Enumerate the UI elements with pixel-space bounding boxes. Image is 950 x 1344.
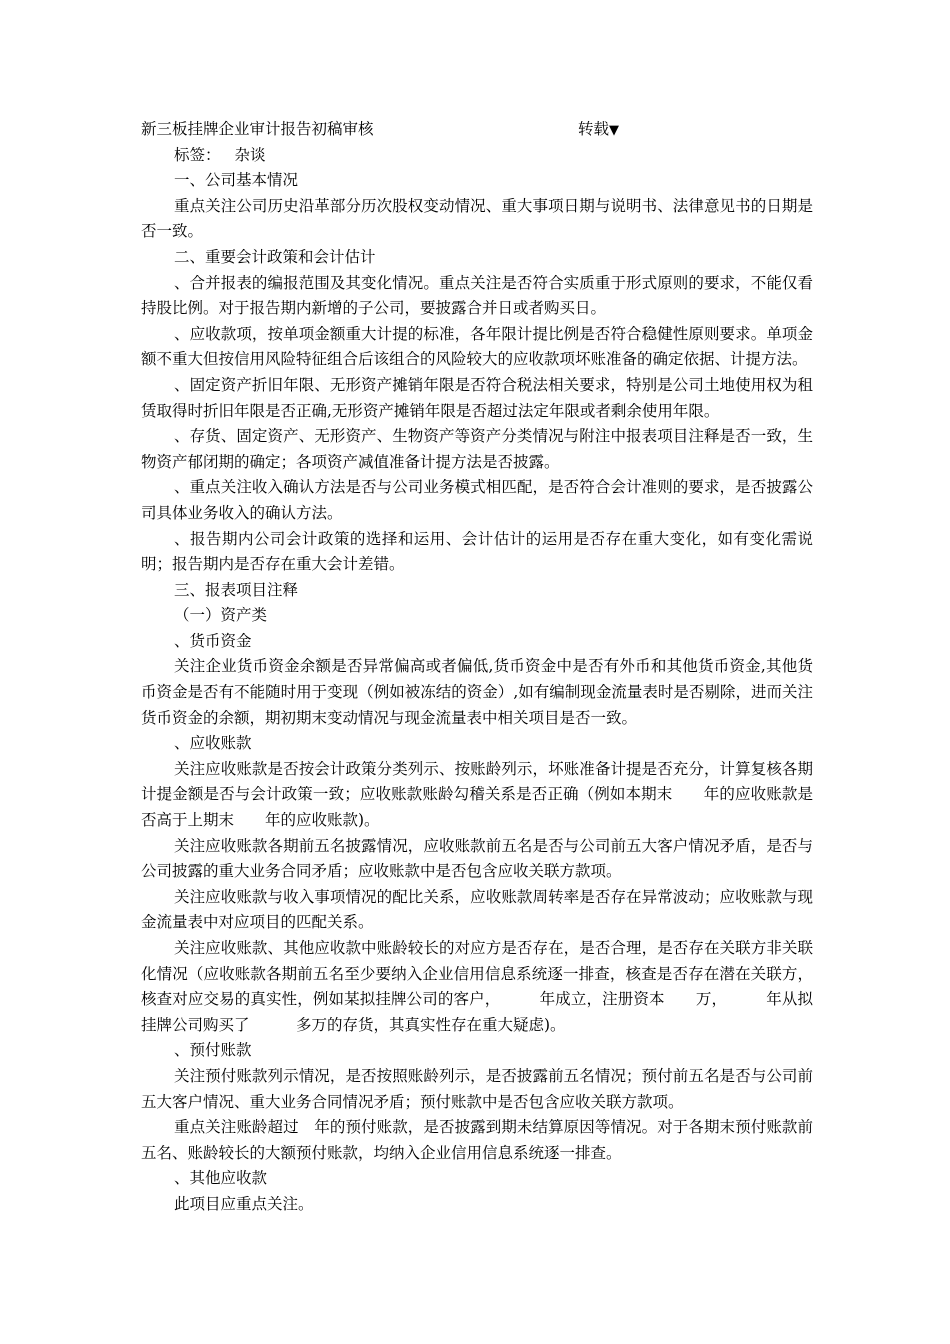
- repost-link[interactable]: [578, 117, 619, 144]
- subsection-heading: 、其他应收款: [174, 1169, 268, 1188]
- body-paragraph: 重点关注账龄超过 年的预付账款，是否披露到期未结算原因等情况。对于各期末预付账款前五名、账龄较长的大额预付账款，均纳入企业信用信息系统逐一排查。: [141, 1118, 813, 1162]
- dropdown-arrow-icon[interactable]: ▼: [609, 123, 620, 138]
- body-paragraph: 关注预付账款列示情况，是否按照账龄列示，是否披露前五名情况；预付前五名是否与公司前五大客户情况、重大业务合同情况矛盾；预付账款中是否包含应收关联方款项。: [141, 1066, 813, 1111]
- body-paragraph: 关注应收账款是否按会计政策分类列示、按账龄列示，坏账准备计提是否充分，计算复核各期计提金额是否与会计政策一致；应收账款账龄勾稽关系是否正确（例如本期末 年的应收账款是否高于上期末 年的应收账款)。: [141, 759, 813, 830]
- body-paragraph: 关注企业货币资金余额是否异常偏高或者偏低,货币资金中是否有外币和其他货币资金,其他货币资金是否有不能随时用于变现（例如被冻结的资金）,如有编制现金流量表时是否剔除，进而关注货币资金的余额，期初期末变动情况与现金流量表中相关项目是否一致。: [141, 657, 813, 727]
- body-paragraph: 关注应收账款与收入事项情况的配比关系，应收账款周转率是否存在异常波动；应收账款与现金流量表中对应项目的匹配关系。: [141, 887, 813, 932]
- section-heading: 三、报表项目注释: [174, 580, 299, 599]
- subsection-heading: （一）资产类: [174, 606, 268, 625]
- tags-label: 标签：: [174, 145, 221, 164]
- title-row: [141, 117, 813, 143]
- body-paragraph: 、存货、固定资产、无形资产、生物资产等资产分类情况与附注中报表项目注释是否一致，生物资产郁闭期的确定；各项资产减值准备计提方法是否披露。: [141, 427, 813, 471]
- body-paragraph: 、报告期内公司会计政策的选择和运用、会计估计的运用是否存在重大变化，如有变化需说明；报告期内是否存在重大会计差错。: [141, 529, 813, 574]
- document-body: [141, 168, 813, 1217]
- body-paragraph: 关注应收账款各期前五名披露情况，应收账款前五名是否与公司前五大客户情况矛盾，是否与公司披露的重大业务合同矛盾；应收账款中是否包含应收关联方款项。: [141, 836, 813, 881]
- body-paragraph: 、重点关注收入确认方法是否与公司业务模式相匹配，是否符合会计准则的要求，是否披露公司具体业务收入的确认方法。: [141, 478, 813, 522]
- tags-row: [141, 143, 813, 169]
- repost-label: 转载: [578, 120, 610, 138]
- document-title: 新三板挂牌企业审计报告初稿审核: [141, 120, 374, 138]
- section-heading: 一、公司基本情况: [174, 171, 299, 190]
- section-heading: 二、重要会计政策和会计估计: [174, 247, 376, 266]
- subsection-heading: 、货币资金: [174, 631, 252, 650]
- body-paragraph: 关注应收账款、其他应收款中账龄较长的对应方是否存在，是否合理，是否存在关联方非关联化情况（应收账款各期前五名至少要纳入企业信用信息系统逐一排查，核查是否存在潜在关联方，核查对应交易的真实性，例如某拟挂牌公司的客户， 年成立，注册资本 万， 年从拟挂牌公司购买了 多万的存货，其真实性存在重大疑虑)。: [141, 939, 813, 1034]
- body-paragraph: 、固定资产折旧年限、无形资产摊销年限是否符合税法相关要求，特别是公司土地使用权为租赁取得时折旧年限是否正确,无形资产摊销年限是否超过法定年限或者剩余使用年限。: [141, 375, 813, 420]
- body-paragraph: 此项目应重点关注。: [174, 1194, 314, 1213]
- body-paragraph: 、合并报表的编报范围及其变化情况。重点关注是否符合实质重于形式原则的要求，不能仅看持股比例。对于报告期内新增的子公司，要披露合并日或者购买日。: [141, 273, 813, 318]
- tag-link[interactable]: 杂谈: [234, 145, 266, 164]
- subsection-heading: 、应收账款: [174, 734, 252, 753]
- document-page: [141, 117, 813, 1218]
- body-paragraph: 、应收款项，按单项金额重大计提的标准，各年限计提比例是否符合稳健性原则要求。单项金额不重大但按信用风险特征组合后该组合的风险较大的应收款项坏账准备的确定依据、计提方法。: [141, 324, 813, 369]
- body-paragraph: 重点关注公司历史沿革部分历次股权变动情况、重大事项日期与说明书、法律意见书的日期是否一致。: [141, 196, 813, 241]
- subsection-heading: 、预付账款: [174, 1041, 252, 1060]
